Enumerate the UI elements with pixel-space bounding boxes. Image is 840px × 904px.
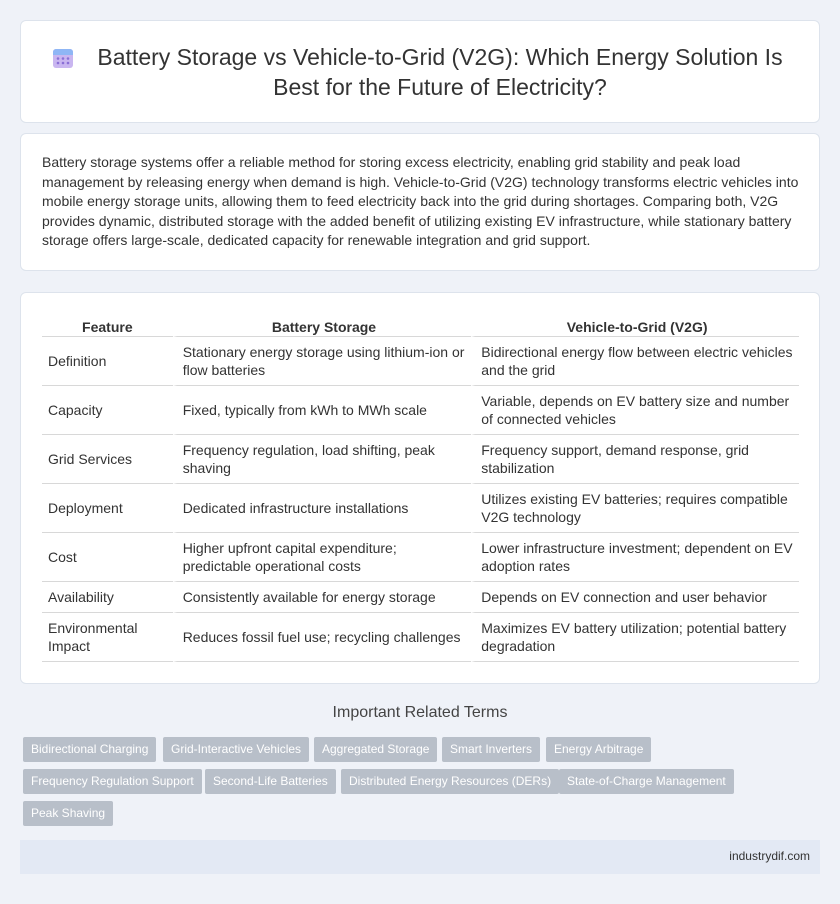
feature-cell: Grid Services xyxy=(42,435,173,484)
v2g-cell: Bidirectional energy flow between electric vehicles and the grid xyxy=(471,337,799,386)
column-header-battery-storage: Battery Storage xyxy=(173,315,472,337)
table-row xyxy=(42,582,799,613)
feature-cell: Environmental Impact xyxy=(42,613,173,662)
table-row xyxy=(42,613,799,662)
title-card xyxy=(20,20,820,123)
term-tag[interactable]: Grid-Interactive Vehicles xyxy=(163,737,309,762)
v2g-cell: Frequency support, demand response, grid stabilization xyxy=(471,435,799,484)
table-row xyxy=(42,435,799,484)
v2g-cell: Variable, depends on EV battery size and number of connected vehicles xyxy=(471,386,799,435)
comparison-table xyxy=(42,315,799,662)
term-tag[interactable]: Smart Inverters xyxy=(442,737,540,762)
term-tag[interactable]: Bidirectional Charging xyxy=(23,737,156,762)
term-tag[interactable]: Second-Life Batteries xyxy=(205,769,336,794)
v2g-cell: Depends on EV connection and user behavior xyxy=(471,582,799,613)
term-tag[interactable]: State-of-Charge Management xyxy=(559,769,734,794)
battery-storage-cell: Fixed, typically from kWh to MWh scale xyxy=(173,386,472,435)
intro-card xyxy=(20,133,820,271)
table-row xyxy=(42,484,799,533)
v2g-cell: Lower infrastructure investment; dependent on EV adoption rates xyxy=(471,533,799,582)
feature-cell: Cost xyxy=(42,533,173,582)
battery-storage-cell: Reduces fossil fuel use; recycling challenges xyxy=(173,613,472,662)
term-tag[interactable]: Frequency Regulation Support xyxy=(23,769,202,794)
footer xyxy=(20,840,820,874)
related-terms-heading: Important Related Terms xyxy=(332,704,508,721)
intro-paragraph: Battery storage systems offer a reliable method for storing excess electricity, enabling grid stability and peak load management by releasing energy when demand is high. Vehicle-to-Grid (V2G) technology transforms electric vehicles into mobile energy storage units, allowing them to feed electricity back into the grid during shortages. Comparing both, V2G provides dynamic, distributed storage with the added benefit of utilizing existing EV infrastructure, while stationary battery storage offers large-scale, dedicated capacity for renewable integration and grid support. xyxy=(42,154,799,248)
page-title: Battery Storage vs Vehicle-to-Grid (V2G): Which Energy Solution Is Best for the Future of Electricity? xyxy=(97,43,783,100)
v2g-cell: Utilizes existing EV batteries; requires compatible V2G technology xyxy=(471,484,799,533)
term-tag[interactable]: Aggregated Storage xyxy=(314,737,437,762)
battery-storage-cell: Frequency regulation, load shifting, peak shaving xyxy=(173,435,472,484)
table-row xyxy=(42,386,799,435)
feature-cell: Availability xyxy=(42,582,173,613)
battery-storage-cell: Consistently available for energy storage xyxy=(173,582,472,613)
table-header-row xyxy=(42,315,799,337)
v2g-cell: Maximizes EV battery utilization; potential battery degradation xyxy=(471,613,799,662)
term-tag[interactable]: Energy Arbitrage xyxy=(546,737,651,762)
column-header-feature: Feature xyxy=(42,315,173,337)
battery-storage-cell: Dedicated infrastructure installations xyxy=(173,484,472,533)
comparison-card xyxy=(20,292,820,684)
table-row xyxy=(42,533,799,582)
feature-cell: Definition xyxy=(42,337,173,386)
table-row xyxy=(42,337,799,386)
footer-site-link[interactable]: industrydif.com xyxy=(729,849,810,863)
feature-cell: Deployment xyxy=(42,484,173,533)
feature-cell: Capacity xyxy=(42,386,173,435)
battery-storage-cell: Stationary energy storage using lithium-ion or flow batteries xyxy=(173,337,472,386)
battery-storage-cell: Higher upfront capital expenditure; predictable operational costs xyxy=(173,533,472,582)
term-tag[interactable]: Distributed Energy Resources (DERs) xyxy=(341,769,559,794)
column-header-v2g: Vehicle-to-Grid (V2G) xyxy=(471,315,799,337)
term-tag[interactable]: Peak Shaving xyxy=(23,801,113,826)
